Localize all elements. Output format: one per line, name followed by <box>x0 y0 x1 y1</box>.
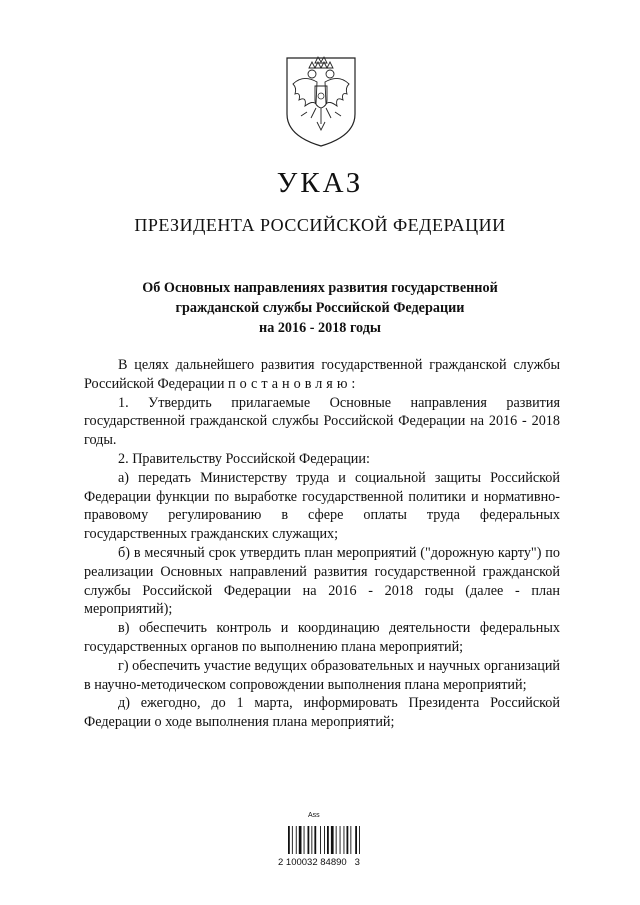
barcode-bar <box>347 826 349 854</box>
barcode-bar <box>308 826 310 854</box>
coat-of-arms-icon <box>283 52 359 148</box>
barcode-mark: Ass <box>308 812 320 819</box>
intro-text: В целях дальнейшего развития государственной гражданской службы Российской Федерации <box>84 357 560 392</box>
subject-line: гражданской службы Российской Федерации <box>175 300 465 316</box>
document-title: УКАЗ <box>276 167 364 199</box>
barcode-bar <box>324 826 325 854</box>
barcode-bar <box>311 826 312 854</box>
intro-paragraph <box>84 356 560 394</box>
document-body <box>84 356 560 732</box>
paragraph-2: 2. Правительству Российской Федерации: <box>118 450 370 467</box>
barcode-bar <box>336 826 337 854</box>
paragraph-d: д) ежегодно, до 1 марта, информировать Президента Российской Федерации о ходе выполнения плана мероприятий; <box>84 695 560 731</box>
barcode-bar <box>288 826 290 854</box>
barcode-bar <box>314 826 316 854</box>
decree-word: постановляю: <box>228 375 360 392</box>
paragraph-1: 1. Утвердить прилагаемые Основные направления развития государственной гражданской службы Российской Федерации на 2016 - 2018 годы. <box>84 394 560 449</box>
barcode-bar <box>296 826 297 854</box>
paragraph-a: а) передать Министерству труда и социальной защиты Российской Федерации функции по выработке государственной политики и нормативно-правовому регулированию в сфере оплаты труда федеральных государственных гражданских служащих; <box>84 469 560 543</box>
barcode-bar <box>327 826 329 854</box>
barcode-bar <box>344 826 345 854</box>
subject-line: на 2016 - 2018 годы <box>259 320 381 336</box>
paragraph-b: б) в месячный срок утвердить план мероприятий ("дорожную карту") по реализации Основных направлений развития государственной гражданской службы Российской Федерации на 2016 - 2018 годы (далее - план мероприятий); <box>84 544 560 618</box>
barcode-bar <box>304 826 305 854</box>
document-subtitle: ПРЕЗИДЕНТА РОССИЙСКОЙ ФЕДЕРАЦИИ <box>134 215 506 235</box>
barcode-bar <box>292 826 293 854</box>
document-subject <box>100 278 540 338</box>
subject-line: Об Основных направлениях развития государственной <box>142 280 498 296</box>
barcode-icon <box>278 814 368 858</box>
barcode <box>278 812 368 882</box>
barcode-bar <box>340 826 341 854</box>
paragraph-v: в) обеспечить контроль и координацию деятельности федеральных государственных органов по выполнению плана мероприятий; <box>84 620 560 655</box>
barcode-bar <box>359 826 360 854</box>
barcode-bar <box>320 826 321 854</box>
barcode-bar <box>299 826 302 854</box>
paragraph-g: г) обеспечить участие ведущих образовательных и научных организаций в научно-методическом сопровождении выполнения плана мероприятий; <box>84 657 560 693</box>
barcode-bar <box>355 826 357 854</box>
barcode-bar <box>350 826 351 854</box>
barcode-bar <box>331 826 334 854</box>
barcode-number: 2 100032 84890 3 <box>278 857 360 868</box>
